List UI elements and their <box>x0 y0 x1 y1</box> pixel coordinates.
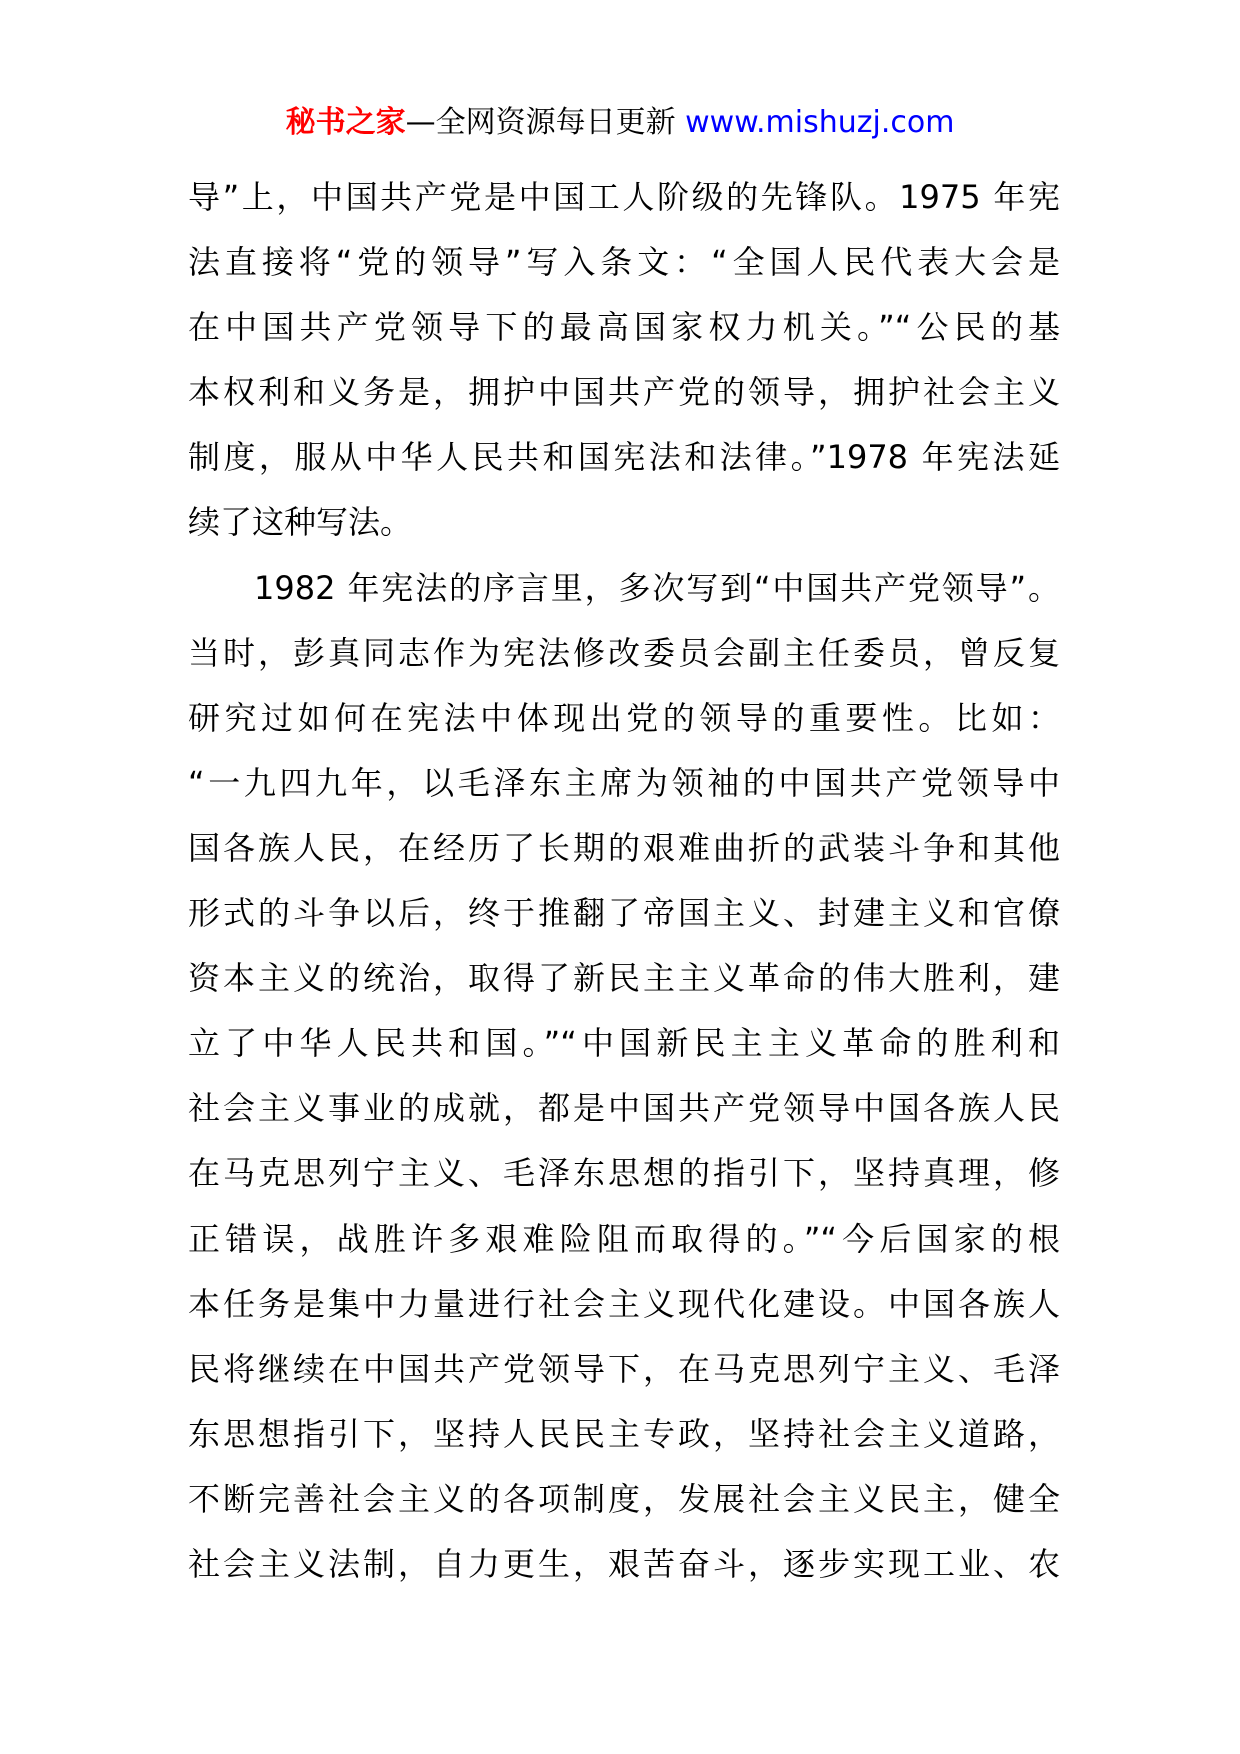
text-line: 在中国共产党领导下的最高国家权力机关。”“公民的基 <box>188 308 1060 347</box>
text-line: 当时，彭真同志作为宪法修改委员会副主任委员，曾反复 <box>188 633 1060 672</box>
text-line: 续了这种写法。 <box>188 503 413 542</box>
text-line: 民将继续在中国共产党领导下，在马克思列宁主义、毛泽 <box>188 1349 1060 1388</box>
page-header <box>0 101 1240 145</box>
text-line: 社会主义法制，自力更生，艰苦奋斗，逐步实现工业、农 <box>188 1544 1060 1583</box>
text-line: 不断完善社会主义的各项制度，发展社会主义民主，健全 <box>188 1479 1060 1518</box>
text-line: 研究过如何在宪法中体现出党的领导的重要性。比如： <box>188 698 1060 737</box>
brand-name: 秘书之家 <box>285 105 406 140</box>
text-line: 立了中华人民共和国。”“中国新民主主义革命的胜利和 <box>188 1024 1060 1063</box>
text-line: 社会主义事业的成就，都是中国共产党领导中国各族人民 <box>188 1089 1060 1128</box>
document-body <box>188 165 1060 1597</box>
text-line: 东思想指引下，坚持人民民主专政，坚持社会主义道路， <box>188 1414 1060 1453</box>
paragraph-start-line: 1982 年宪法的序言里，多次写到“中国共产党领导”。 <box>254 568 1060 607</box>
header-tagline: —全网资源每日更新 <box>405 105 676 140</box>
text-line: 在马克思列宁主义、毛泽东思想的指引下，坚持真理，修 <box>188 1154 1060 1193</box>
text-line: 制度，服从中华人民共和国宪法和法律。”1978 年宪法延 <box>188 438 1060 477</box>
text-line: 正错误，战胜许多艰难险阻而取得的。”“今后国家的根 <box>188 1219 1060 1258</box>
text-line: 形式的斗争以后，终于推翻了帝国主义、封建主义和官僚 <box>188 894 1060 933</box>
text-line: 本任务是集中力量进行社会主义现代化建设。中国各族人 <box>188 1284 1060 1323</box>
text-line: 法直接将“党的领导”写入条文：“全国人民代表大会是 <box>188 243 1060 282</box>
text-line: 本权利和义务是，拥护中国共产党的领导，拥护社会主义 <box>188 373 1060 412</box>
text-line: 国各族人民，在经历了长期的艰难曲折的武装斗争和其他 <box>188 828 1060 867</box>
text-line: “一九四九年，以毛泽东主席为领袖的中国共产党领导中 <box>188 763 1060 802</box>
website-link[interactable]: www.mishuzj.com <box>685 105 955 140</box>
text-line: 资本主义的统治，取得了新民主主义革命的伟大胜利，建 <box>188 959 1060 998</box>
text-line: 导”上，中国共产党是中国工人阶级的先锋队。1975 年宪 <box>188 178 1060 216</box>
